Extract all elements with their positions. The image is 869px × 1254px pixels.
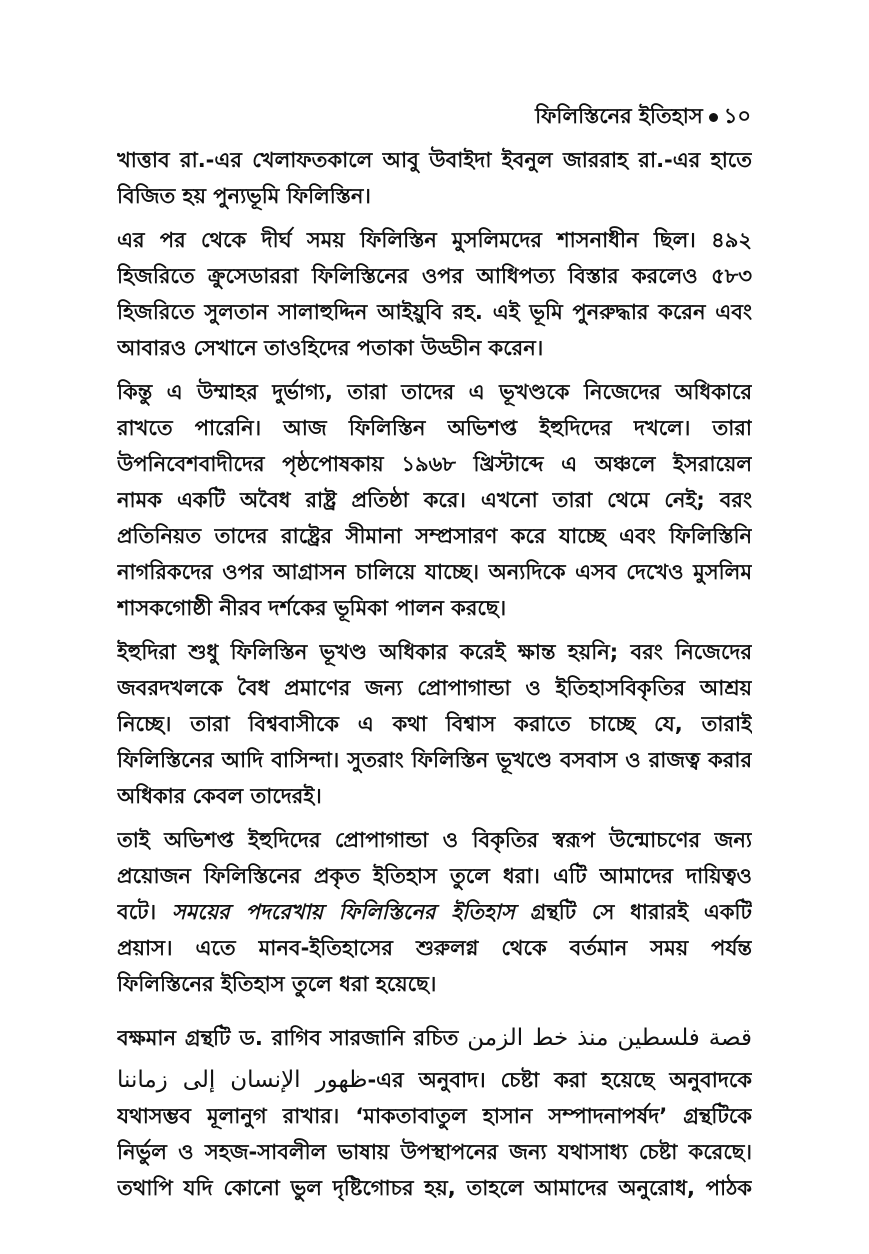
text-line: প্রয়াস। এতে মানব-ইতিহাসের শুরুলগ্ন থেকে বর্তমান সময় পর্যন্ত: [117, 936, 752, 960]
text-fragment: বটে।: [117, 900, 172, 924]
book-title: ফিলিস্তিনের ইতিহাস: [535, 104, 703, 128]
text-fragment: বক্ষমান গ্রন্থটি ড. রাগিব সারজানি রচিত: [117, 1026, 468, 1050]
text-line: ইহুদিরা শুধু ফিলিস্তিন ভূখণ্ড অধিকার করেই ক্ষান্ত হয়নি; বরং নিজেদের: [117, 640, 752, 664]
paragraph-5: [117, 822, 752, 1002]
page-number: ১০: [723, 104, 751, 128]
running-header: [535, 100, 751, 135]
text-line: [117, 1062, 752, 1098]
text-line: এর পর থেকে দীর্ঘ সময় ফিলিস্তিন মুসলিমদের শাসনাধীন ছিল। ৪৯২: [117, 228, 752, 252]
bullet-separator: [709, 113, 718, 122]
text-line: [117, 894, 752, 930]
text-line: নির্ভুল ও সহজ-সাবলীল ভাষায় উপস্থাপনের জন্য যথাসাধ্য চেষ্টা করেছে।: [117, 1140, 752, 1164]
text-line: রাখতে পারেনি। আজ ফিলিস্তিন অভিশপ্ত ইহুদিদের দখলে। তারা: [117, 416, 752, 440]
paragraph-6: [117, 1020, 752, 1206]
text-line: উপনিবেশবাদীদের পৃষ্ঠপোষকায় ১৯৬৮ খ্রিস্টাব্দে এ অঞ্চলে ইসরায়েল: [117, 452, 752, 476]
text-line: জবরদখলকে বৈধ প্রমাণের জন্য প্রোপাগান্ডা ও ইতিহাসবিকৃতির আশ্রয়: [117, 676, 752, 700]
text-line: প্রতিনিয়ত তাদের রাষ্ট্রের সীমানা সম্প্রসারণ করে যাচ্ছে এবং ফিলিস্তিনি: [117, 524, 752, 548]
text-fragment: -এর অনুবাদ। চেষ্টা করা হয়েছে অনুবাদকে: [367, 1068, 752, 1092]
text-line: শাসকগোষ্ঠী নীরব দর্শকের ভূমিকা পালন করছে।: [117, 596, 507, 620]
text-line: হিজরিতে সুলতান সালাহুদ্দিন আইয়ুবি রহ. এই ভূমি পুনরুদ্ধার করেন এবং: [117, 300, 752, 324]
paragraph-3: [117, 374, 752, 626]
text-line: নামক একটি অবৈধ রাষ্ট্র প্রতিষ্ঠা করে। এখনো তারা থেমে নেই; বরং: [117, 488, 752, 512]
paragraph-4: [117, 634, 752, 814]
text-line: অধিকার কেবল তাদেরই।: [117, 784, 322, 808]
book-title-italic: সময়ের পদরেখায় ফিলিস্তিনের ইতিহাস: [171, 900, 515, 924]
arabic-title-part-1: قصة فلسطين منذ خط الزمن: [467, 1025, 752, 1051]
text-fragment: গ্রন্থটি সে ধারারই একটি: [514, 900, 752, 924]
arabic-title-part-2: ظهور الإنسان إلى زماننا: [117, 1067, 368, 1093]
paragraph-1: [117, 142, 752, 214]
text-line: নিচ্ছে। তারা বিশ্ববাসীকে এ কথা বিশ্বাস করাতে চাচ্ছে যে, তারাই: [117, 712, 752, 736]
text-line: ফিলিস্তিনের ইতিহাস তুলে ধরা হয়েছে।: [117, 972, 437, 996]
text-line: খাত্তাব রা.-এর খেলাফতকালে আবু উবাইদা ইবনুল জাররাহ রা.-এর হাতে: [117, 148, 752, 172]
text-line: ফিলিস্তিনের আদি বাসিন্দা। সুতরাং ফিলিস্তিন ভূখণ্ডে বসবাস ও রাজত্ব করার: [117, 748, 752, 772]
body-text: [117, 142, 752, 1214]
text-line: [117, 1020, 752, 1056]
text-line: প্রয়োজন ফিলিস্তিনের প্রকৃত ইতিহাস তুলে ধরা। এটি আমাদের দায়িত্বও: [117, 864, 752, 888]
text-line: বিজিত হয় পুন্যভূমি ফিলিস্তিন।: [117, 184, 371, 208]
text-line: নাগরিকদের ওপর আগ্রাসন চালিয়ে যাচ্ছে। অন্যদিকে এসব দেখেও মুসলিম: [117, 560, 752, 584]
text-line: তথাপি যদি কোনো ভুল দৃষ্টিগোচর হয়, তাহলে আমাদের অনুরোধ, পাঠক: [117, 1176, 752, 1200]
text-line: কিন্তু এ উম্মাহর দুর্ভাগ্য, তারা তাদের এ ভূখণ্ডকে নিজেদের অধিকারে: [117, 380, 752, 404]
text-line: আবারও সেখানে তাওহিদের পতাকা উড্ডীন করেন।: [117, 336, 544, 360]
text-line: হিজরিতে ক্রুসেডাররা ফিলিস্তিনের ওপর আধিপত্য বিস্তার করলেও ৫৮৩: [117, 264, 752, 288]
text-line: যথাসম্ভব মূলানুগ রাখার। ‘মাকতাবাতুল হাসান সম্পাদনাপর্ষদ’ গ্রন্থটিকে: [117, 1104, 752, 1128]
text-line: তাই অভিশপ্ত ইহুদিদের প্রোপাগান্ডা ও বিকৃতির স্বরূপ উন্মোচণের জন্য: [117, 828, 752, 852]
paragraph-2: [117, 222, 752, 366]
